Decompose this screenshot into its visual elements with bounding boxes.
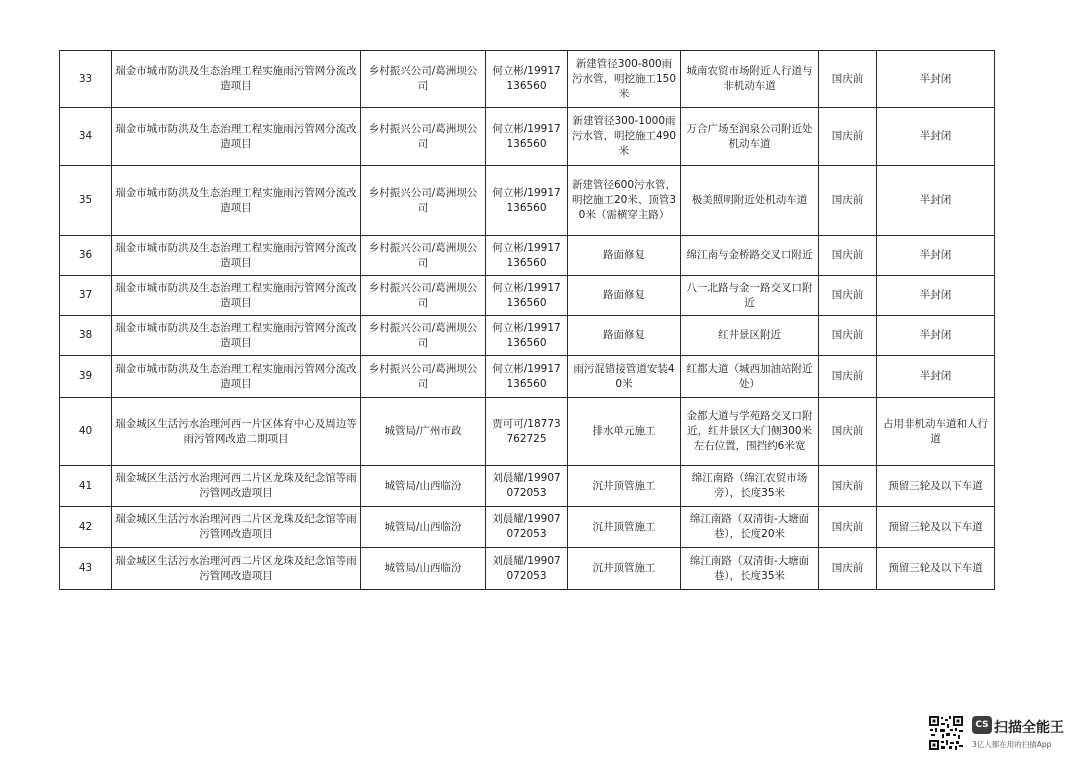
project-name-cell: 瑞金市城市防洪及生态治理工程实施雨污管网分流改造项目: [112, 236, 361, 276]
contact-cell: 贾可可/18773762725: [486, 398, 568, 466]
work-content-cell: 沉井顶管施工: [568, 548, 681, 590]
traffic-method-cell: 半封闭: [877, 51, 995, 108]
project-name-cell: 瑞金城区生活污水治理河西二片区龙珠及纪念馆等雨污管网改造项目: [112, 466, 361, 507]
row-number-cell: 33: [60, 51, 112, 108]
table-row: [60, 51, 995, 108]
completion-time-cell: 国庆前: [819, 398, 877, 466]
table-row: [60, 276, 995, 316]
construction-unit-cell: 乡村振兴公司/葛洲坝公司: [361, 356, 486, 398]
traffic-method-cell: 预留三轮及以下车道: [877, 466, 995, 507]
contact-cell: 刘晨耀/19907072053: [486, 507, 568, 548]
table-row: [60, 236, 995, 276]
app-slogan: 3亿人都在用的扫描App: [972, 740, 1052, 749]
work-content-cell: 路面修复: [568, 276, 681, 316]
traffic-method-cell: 半封闭: [877, 236, 995, 276]
project-name-cell: 瑞金市城市防洪及生态治理工程实施雨污管网分流改造项目: [112, 166, 361, 236]
completion-time-cell: 国庆前: [819, 51, 877, 108]
work-content-cell: 新建管径600污水管，明挖施工20米、顶管30米（需横穿主路）: [568, 166, 681, 236]
contact-cell: 何立彬/19917136560: [486, 236, 568, 276]
construction-unit-cell: 城管局/山西临汾: [361, 548, 486, 590]
contact-cell: 何立彬/19917136560: [486, 51, 568, 108]
table-row: [60, 507, 995, 548]
traffic-method-cell: 半封闭: [877, 316, 995, 356]
project-name-cell: 瑞金市城市防洪及生态治理工程实施雨污管网分流改造项目: [112, 316, 361, 356]
row-number-cell: 35: [60, 166, 112, 236]
traffic-method-cell: 占用非机动车道和人行道: [877, 398, 995, 466]
row-number-cell: 41: [60, 466, 112, 507]
table-row: [60, 166, 995, 236]
completion-time-cell: 国庆前: [819, 108, 877, 166]
traffic-method-cell: 预留三轮及以下车道: [877, 507, 995, 548]
completion-time-cell: 国庆前: [819, 236, 877, 276]
app-name: 扫描全能王: [994, 720, 1064, 736]
row-number-cell: 42: [60, 507, 112, 548]
completion-time-cell: 国庆前: [819, 356, 877, 398]
contact-cell: 何立彬/19917136560: [486, 276, 568, 316]
contact-cell: 何立彬/19917136560: [486, 356, 568, 398]
project-name-cell: 瑞金城区生活污水治理河西一片区体育中心及周边等雨污管网改造二期项目: [112, 398, 361, 466]
table-row: [60, 356, 995, 398]
row-number-cell: 43: [60, 548, 112, 590]
work-content-cell: 雨污混错接管道安装40米: [568, 356, 681, 398]
location-cell: 金都大道与学苑路交叉口附近，红井景区大门侧300米左右位置，围挡约6米宽: [681, 398, 819, 466]
construction-unit-cell: 乡村振兴公司/葛洲坝公司: [361, 51, 486, 108]
project-name-cell: 瑞金市城市防洪及生态治理工程实施雨污管网分流改造项目: [112, 108, 361, 166]
camscanner-watermark: [928, 715, 1068, 755]
contact-cell: 何立彬/19917136560: [486, 108, 568, 166]
traffic-method-cell: 半封闭: [877, 356, 995, 398]
completion-time-cell: 国庆前: [819, 548, 877, 590]
table-row: [60, 398, 995, 466]
contact-cell: 刘晨耀/19907072053: [486, 466, 568, 507]
project-name-cell: 瑞金城区生活污水治理河西二片区龙珠及纪念馆等雨污管网改造项目: [112, 507, 361, 548]
roadwork-table-container: [59, 50, 995, 590]
work-content-cell: 新建管径300-1000雨污水管，明挖施工490米: [568, 108, 681, 166]
contact-cell: 刘晨耀/19907072053: [486, 548, 568, 590]
completion-time-cell: 国庆前: [819, 507, 877, 548]
work-content-cell: 沉井顶管施工: [568, 507, 681, 548]
row-number-cell: 34: [60, 108, 112, 166]
construction-unit-cell: 城管局/山西临汾: [361, 507, 486, 548]
location-cell: 绵江南路（双清街-大塘面巷），长度35米: [681, 548, 819, 590]
work-content-cell: 路面修复: [568, 316, 681, 356]
roadwork-table: [59, 50, 995, 590]
project-name-cell: 瑞金市城市防洪及生态治理工程实施雨污管网分流改造项目: [112, 276, 361, 316]
row-number-cell: 36: [60, 236, 112, 276]
qr-code-icon: [928, 715, 964, 751]
location-cell: 绵江南与金桥路交叉口附近: [681, 236, 819, 276]
traffic-method-cell: 半封闭: [877, 108, 995, 166]
table-row: [60, 548, 995, 590]
construction-unit-cell: 城管局/山西临汾: [361, 466, 486, 507]
row-number-cell: 40: [60, 398, 112, 466]
completion-time-cell: 国庆前: [819, 276, 877, 316]
project-name-cell: 瑞金市城市防洪及生态治理工程实施雨污管网分流改造项目: [112, 51, 361, 108]
location-cell: 万合广场至润泉公司附近处机动车道: [681, 108, 819, 166]
row-number-cell: 38: [60, 316, 112, 356]
location-cell: 极美照明附近处机动车道: [681, 166, 819, 236]
project-name-cell: 瑞金城区生活污水治理河西二片区龙珠及纪念馆等雨污管网改造项目: [112, 548, 361, 590]
row-number-cell: 39: [60, 356, 112, 398]
location-cell: 八一北路与金一路交叉口附近: [681, 276, 819, 316]
work-content-cell: 沉井顶管施工: [568, 466, 681, 507]
construction-unit-cell: 乡村振兴公司/葛洲坝公司: [361, 166, 486, 236]
contact-cell: 何立彬/19917136560: [486, 166, 568, 236]
completion-time-cell: 国庆前: [819, 466, 877, 507]
location-cell: 绵江南路（绵江农贸市场旁），长度35米: [681, 466, 819, 507]
construction-unit-cell: 乡村振兴公司/葛洲坝公司: [361, 316, 486, 356]
traffic-method-cell: 预留三轮及以下车道: [877, 548, 995, 590]
traffic-method-cell: 半封闭: [877, 276, 995, 316]
work-content-cell: 排水单元施工: [568, 398, 681, 466]
construction-unit-cell: 乡村振兴公司/葛洲坝公司: [361, 236, 486, 276]
location-cell: 绵江南路（双清街-大塘面巷），长度20米: [681, 507, 819, 548]
table-row: [60, 316, 995, 356]
completion-time-cell: 国庆前: [819, 316, 877, 356]
construction-unit-cell: 城管局/广州市政: [361, 398, 486, 466]
location-cell: 红都大道（城西加油站附近处）: [681, 356, 819, 398]
table-row: [60, 108, 995, 166]
camscanner-logo-icon: CS: [972, 716, 992, 734]
traffic-method-cell: 半封闭: [877, 166, 995, 236]
construction-unit-cell: 乡村振兴公司/葛洲坝公司: [361, 108, 486, 166]
construction-unit-cell: 乡村振兴公司/葛洲坝公司: [361, 276, 486, 316]
table-row: [60, 466, 995, 507]
completion-time-cell: 国庆前: [819, 166, 877, 236]
project-name-cell: 瑞金市城市防洪及生态治理工程实施雨污管网分流改造项目: [112, 356, 361, 398]
row-number-cell: 37: [60, 276, 112, 316]
contact-cell: 何立彬/19917136560: [486, 316, 568, 356]
work-content-cell: 路面修复: [568, 236, 681, 276]
work-content-cell: 新建管径300-800雨污水管，明挖施工150米: [568, 51, 681, 108]
location-cell: 城南农贸市场附近人行道与非机动车道: [681, 51, 819, 108]
location-cell: 红井景区附近: [681, 316, 819, 356]
